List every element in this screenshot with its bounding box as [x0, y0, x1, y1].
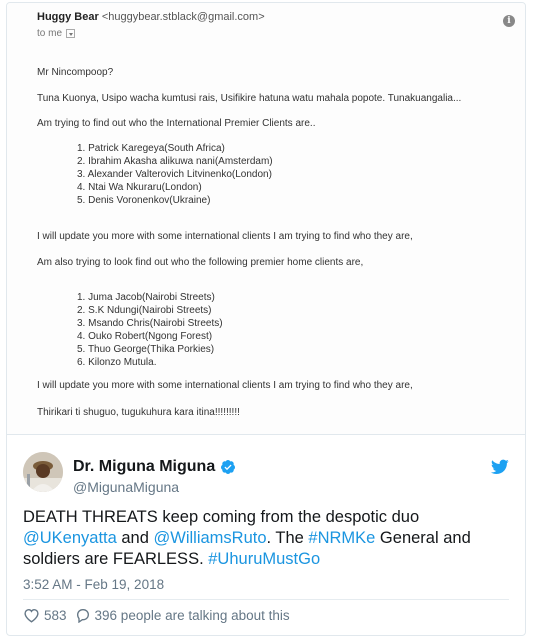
email-sender [37, 11, 265, 23]
recipient-row [37, 28, 75, 39]
info-icon[interactable]: i [503, 15, 515, 27]
email-closing: Thirikari ti shuguo, tugukuhura kara itina!!!!!!!!! [37, 407, 240, 418]
avatar-image [23, 452, 63, 492]
mention-ukenyatta-link[interactable]: @UKenyatta [23, 529, 117, 547]
author-name-row[interactable] [73, 458, 236, 476]
email-greeting: Mr Nincompoop? [37, 67, 114, 78]
email-update-line-1: I will update you more with some international clients I am trying to find who they are, [37, 231, 413, 242]
sender-email: <huggybear.stblack@gmail.com> [101, 11, 265, 23]
list-item: 3. Msando Chris(Nairobi Streets) [77, 318, 223, 329]
conversation-link[interactable] [75, 607, 290, 623]
email-line-3: Am also trying to look find out who the following premier home clients are, [37, 257, 364, 268]
list-item: 4. Ntai Wa Nkuraru(London) [77, 182, 202, 193]
author-name: Dr. Miguna Miguna [73, 458, 216, 475]
tweet-timestamp[interactable]: 3:52 AM - Feb 19, 2018 [23, 577, 165, 592]
comment-icon [75, 607, 91, 623]
heart-icon [23, 607, 40, 623]
list-item: 3. Alexander Valterovich Litvinenko(London) [77, 169, 272, 180]
list-item: 5. Thuo George(Thika Porkies) [77, 344, 215, 355]
talking-count: 396 people are talking about this [94, 607, 290, 623]
list-item: 2. Ibrahim Akasha alikuwa nani(Amsterdam) [77, 156, 273, 167]
list-item: 6. Kilonzo Mutula. [77, 357, 157, 368]
mention-williamsruto-link[interactable]: @WilliamsRuto [153, 529, 267, 547]
verified-badge-icon [220, 459, 236, 475]
tweet-text-segment: . The [266, 529, 309, 547]
list-item: 1. Patrick Karegeya(South Africa) [77, 143, 225, 154]
recipient-label: to me [37, 28, 63, 39]
email-line-1: Tuna Kuonya, Usipo wacha kumtusi rais, Usifikire hatuna watu mahala popote. Tunakuangalia... [37, 93, 462, 104]
international-clients-list [77, 142, 273, 207]
embedded-tweet-card [6, 2, 526, 636]
list-item: 1. Juma Jacob(Nairobi Streets) [77, 292, 215, 303]
tweet-text [23, 507, 513, 570]
email-screenshot [7, 3, 525, 435]
divider [23, 599, 509, 600]
email-line-2: Am trying to find out who the International Premier Clients are.. [37, 118, 316, 129]
list-item: 2. S.K Ndungi(Nairobi Streets) [77, 305, 212, 316]
like-button[interactable] [23, 607, 67, 623]
twitter-bird-icon[interactable] [491, 459, 509, 475]
home-clients-list [77, 291, 223, 369]
sender-name: Huggy Bear [37, 11, 99, 23]
avatar[interactable] [23, 452, 63, 492]
list-item: 4. Ouko Robert(Ngong Forest) [77, 331, 213, 342]
email-update-line-2: I will update you more with some international clients I am trying to find who they are, [37, 380, 413, 391]
like-count: 583 [44, 607, 67, 623]
tweet-text-segment: and [116, 529, 154, 547]
tweet-text-segment: DEATH THREATS keep coming from the despotic duo [23, 508, 420, 526]
hashtag-nrmke-link[interactable]: #NRMKe [308, 529, 376, 547]
list-item: 5. Denis Voronenkov(Ukraine) [77, 195, 211, 206]
tweet-actions [23, 607, 290, 623]
author-handle[interactable]: @MigunaMiguna [73, 479, 180, 495]
dropdown-caret-icon[interactable] [66, 29, 75, 38]
tweet-text-segment: General and soldiers are FEARLESS. [23, 529, 471, 568]
hashtag-uhurumustgo-link[interactable]: #UhuruMustGo [208, 550, 321, 568]
